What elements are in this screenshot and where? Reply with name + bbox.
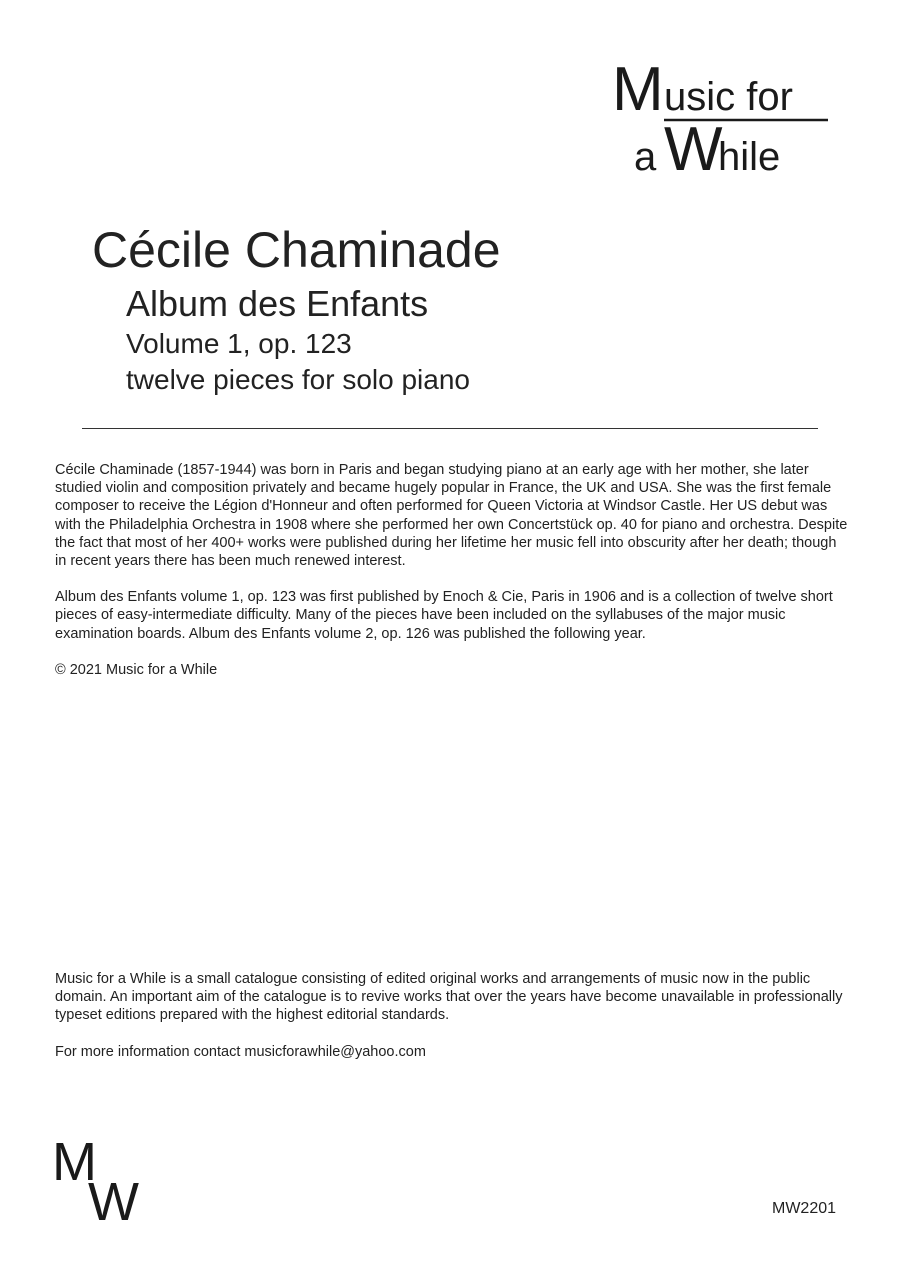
title-block [92, 220, 501, 398]
work-volume: Volume 1, op. 123 [126, 328, 352, 359]
work-description: twelve pieces for solo piano [126, 364, 470, 395]
biography-paragraph: Cécile Chaminade (1857-1944) was born in Paris and began studying piano at an early age with her mother, she later studied violin and composition privately and became hugely popular in France, the UK and USA. She was the first female composer to receive the Légion d'Honneur and often performed for Queen Victoria at Windsor Castle. Her US debut was with the Philadelphia Orchestra in 1908 where she performed her own Concertstück op. 40 for piano and orchestra. Despite the fact that most of her 400+ works were published during her lifetime her music fell into obscurity after her death; though in recent years there has been much renewed interest. [55, 462, 848, 570]
monogram-icon [52, 1138, 147, 1223]
body-text [55, 461, 850, 697]
composer-name: Cécile Chaminade [92, 222, 501, 278]
logo-line1-text: usic for [664, 75, 793, 119]
catalogue-code: MW2201 [772, 1200, 837, 1217]
logo-letter-w: W [664, 115, 723, 180]
logo-wordmark [610, 60, 840, 180]
contact-line: For more information contact musicforawhile@yahoo.com [55, 1043, 426, 1060]
monogram-w: W [88, 1172, 139, 1223]
divider-rule [82, 428, 818, 429]
logo-line2-text: hile [718, 135, 781, 179]
about-paragraph: Music for a While is a small catalogue consisting of edited original works and arrangements of music now in the public domain. An important aim of the catalogue is to revive works that over the years have become unavailable in professionally typeset editions prepared with the highest editorial standards. [55, 971, 843, 1024]
logo-letter-m: M [612, 60, 664, 124]
publication-paragraph: Album des Enfants volume 1, op. 123 was first published by Enoch & Cie, Paris in 1906 and is a collection of twelve short pieces of easy-intermediate difficulty. Many of the pieces have been included on the syllabuses of the major music examination boards. Album des Enfants volume 2, op. 126 was published the following year. [55, 589, 833, 642]
music-for-a-while-logo [610, 60, 840, 180]
work-title: Album des Enfants [126, 283, 429, 324]
footer-text [55, 970, 850, 1079]
monogram-m: M [52, 1138, 97, 1192]
logo-line2-a: a [634, 135, 657, 179]
copyright-notice: © 2021 Music for a While [55, 661, 218, 678]
mw-monogram-logo [52, 1138, 147, 1223]
